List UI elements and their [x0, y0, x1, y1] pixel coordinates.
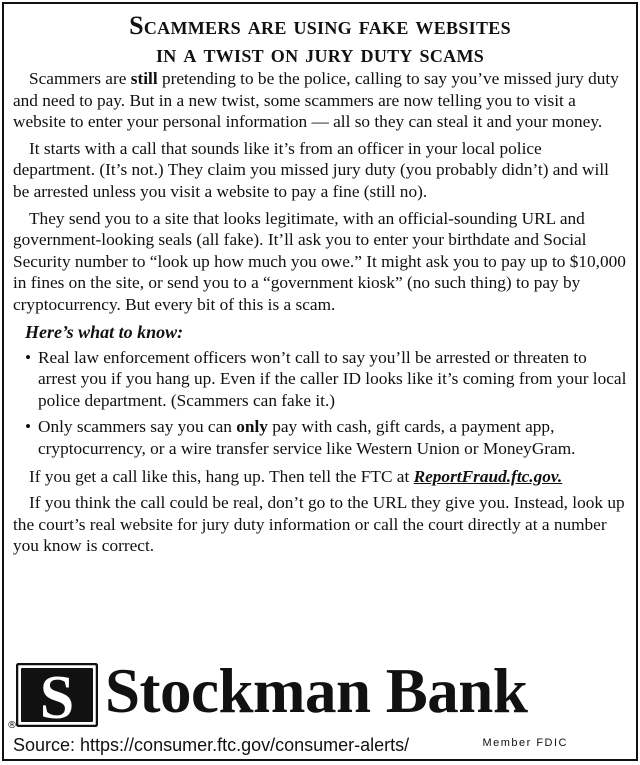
tips-list	[13, 347, 628, 460]
tip-text-start: Only scammers say you can	[38, 417, 237, 437]
advice-paragraph: If you think the call could be real, don’t go to the URL they give you. Instead, look up the court’s real website for jury duty information or call the court directly at a number you know is correct.	[13, 493, 625, 556]
report-fraud-link[interactable]: ReportFraud.ftc.gov.	[413, 466, 563, 486]
stockman-bank-logo-icon	[16, 663, 98, 727]
list-item	[25, 347, 628, 412]
page-title	[4, 4, 636, 68]
know-heading: Here’s what to know:	[25, 321, 184, 342]
fake-site-paragraph: They send you to a site that looks legitimate, with an official-sounding URL and government-looking seals (all fake). It’ll ask you to enter your birthdate and Social Security number to “look up how much you owe.” It might ask you to pay up to $10,000 in fines on the site, or send you to a “government kiosk” (no such thing) to pay by cryptocurrency. But every bit of this is a scam.	[13, 208, 626, 314]
tip-emphasis: only	[236, 417, 268, 437]
intro-paragraph	[13, 68, 628, 133]
title-line-1: Scammers are using fake websites	[129, 11, 511, 40]
bank-footer	[4, 651, 636, 759]
tip-text-end: pay with cash, gift cards, a payment app, cryptocurrency, or a wire transfer service like Western Union or MoneyGram.	[38, 417, 576, 458]
bullet-icon: •	[25, 417, 32, 437]
report-paragraph	[13, 466, 628, 488]
intro-text-start: Scammers are	[29, 69, 131, 88]
member-fdic: Member FDIC	[482, 737, 568, 749]
advertisement-panel	[2, 2, 638, 761]
intro-text-end: pretending to be the police, calling to say you’ve missed jury duty and need to pay. But in a new twist, some scammers are now telling you to visit a website to enter your personal information — all so they can steal it and your money.	[13, 69, 619, 132]
tip-payment-methods	[38, 417, 575, 458]
logo-letter: S	[39, 664, 75, 727]
article-body	[4, 68, 636, 557]
registered-mark: ®	[7, 720, 17, 731]
bank-name: Stockman Bank	[105, 656, 528, 726]
report-text: If you get a call like this, hang up. Then tell the FTC at	[29, 466, 414, 486]
intro-emphasis: still	[130, 69, 158, 88]
tip-law-enforcement: Real law enforcement officers won’t call to say you’ll be arrested or threaten to arrest you if you hang up. Even if the caller ID looks like it’s coming from your local police department. (Scammers can fake it.)	[38, 347, 627, 410]
list-item	[25, 416, 628, 459]
bullet-icon: •	[25, 347, 32, 367]
title-line-2: in a twist on jury duty scams	[155, 39, 485, 68]
source-citation: Source: https://consumer.ftc.gov/consumer-alerts/	[13, 735, 410, 755]
call-description-paragraph: It starts with a call that sounds like it’s from an officer in your local police department. (It’s not.) They claim you missed jury duty (you probably didn’t) and will be arrested unless you visit a website to pay a fine (still no).	[13, 138, 609, 201]
